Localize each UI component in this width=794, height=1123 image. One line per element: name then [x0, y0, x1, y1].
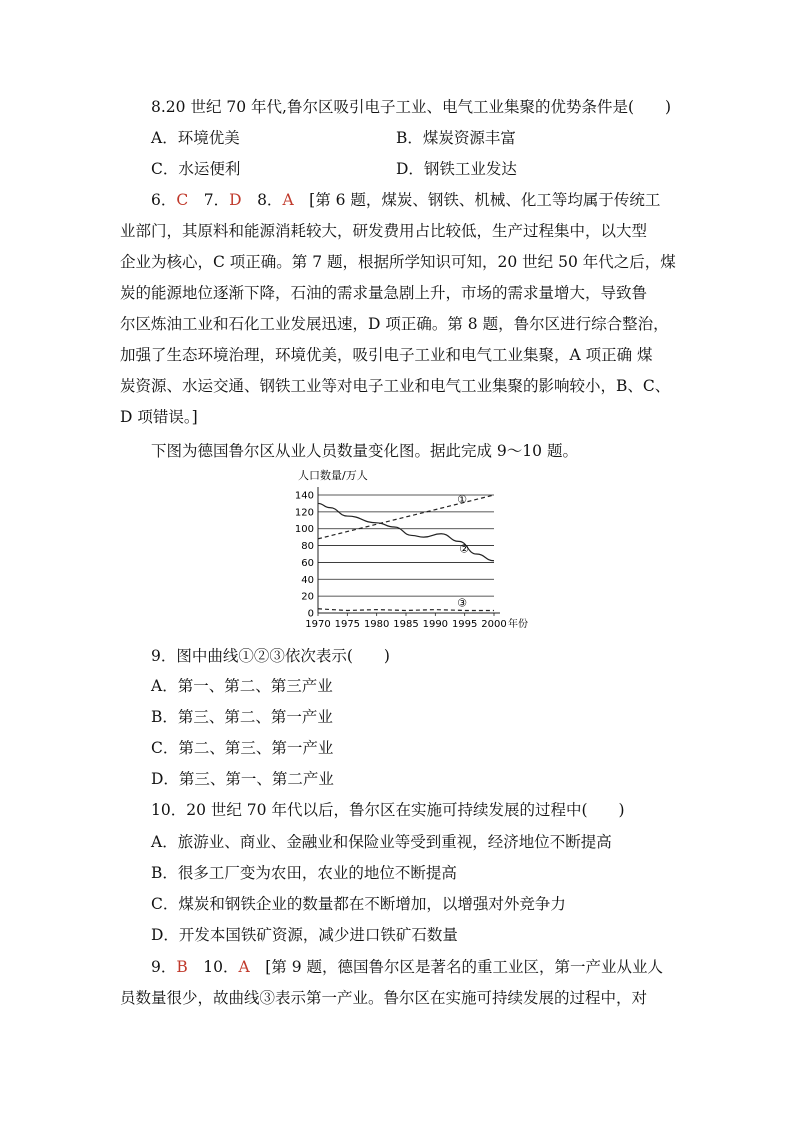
answer-6-8-explanation-line: [第 6 题，煤炭、钢铁、机械、化工等均属于传统工: [309, 191, 661, 209]
chart-y-tick-label: 0: [307, 608, 314, 620]
q8-stem: 8.20 世纪 70 年代,鲁尔区吸引电子工业、电气工业集聚的优势条件是( ): [151, 98, 672, 116]
answer-7-letter: D: [229, 191, 242, 209]
answer-6-8-explanation-line: D 项错误。]: [120, 408, 198, 426]
chart-y-axis-title: 人口数量/万人: [298, 469, 368, 482]
answer-10-number: 10．: [187, 958, 239, 976]
q10-stem: 10．20 世纪 70 年代以后，鲁尔区在实施可持续发展的过程中( ): [151, 801, 625, 819]
q9-option-a: A．第一、第二、第三产业: [151, 677, 333, 695]
chart-y-tick-label: 80: [301, 541, 314, 553]
answer-6-8-explanation-line: 炭的能源地位逐渐下降，石油的需求量急剧上升，市场的需求量增大，导致鲁: [120, 284, 648, 302]
chart-x-tick-label: 1995: [451, 619, 478, 630]
answer-9-letter: B: [176, 958, 188, 976]
q8-option-d: D．钢铁工业发达: [396, 160, 517, 178]
answer-6-8-first-line: [151, 190, 660, 210]
answer-6-8-explanation-line: 加强了生态环境治理，环境优美，吸引电子工业和电气工业集聚，A 项正确 煤: [120, 346, 653, 364]
answer-7-number: 7．: [188, 191, 230, 209]
chart-x-tick-label: 1990: [422, 619, 449, 630]
answer-8-letter: A: [282, 191, 294, 209]
q8-option-a: A．环境优美: [151, 129, 240, 147]
q8-option-b: B．煤炭资源丰富: [396, 129, 516, 147]
chart-y-tick-label: 120: [294, 507, 314, 519]
chart-x-tick-label: 1980: [363, 619, 390, 630]
answer-6-number: 6．: [151, 191, 177, 209]
answer-9-10-explanation-line: 员数量很少，故曲线③表示第一产业。鲁尔区在实施可持续发展的过程中，对: [120, 989, 648, 1007]
q9-stem: 9．图中曲线①②③依次表示( ): [151, 647, 390, 665]
chart-series-line-1: [318, 495, 494, 539]
chart-y-tick-label: 60: [301, 557, 314, 569]
chart-x-tick-label: 2000: [481, 619, 507, 630]
chart-x-tick-label: 1975: [334, 619, 361, 630]
answer-8-number: 8．: [241, 191, 283, 209]
answer-10-letter: A: [238, 958, 250, 976]
answer-9-10-explanation-line: [第 9 题，德国鲁尔区是著名的重工业区，第一产业从业人: [265, 958, 663, 976]
chart-y-tick-label: 140: [294, 490, 314, 502]
answer-6-8-explanation-line: 尔区炼油工业和石化工业发展迅速，D 项正确。第 8 题，鲁尔区进行综合整治，: [120, 315, 669, 333]
chart-y-tick-label: 20: [301, 591, 314, 603]
chart-x-axis-title: 年份: [508, 619, 528, 630]
q8-option-c: C．水运便利: [151, 160, 241, 178]
chart-y-tick-label: 40: [301, 574, 314, 586]
answer-6-8-explanation-line: 企业为核心，C 项正确。第 7 题，根据所学知识可知，20 世纪 50 年代之后，煤: [120, 253, 676, 271]
q9-option-b: B．第三、第二、第一产业: [151, 708, 333, 726]
chart-series-line-3: [318, 609, 494, 611]
q10-option-a: A．旅游业、商业、金融业和保险业等受到重视，经济地位不断提高: [151, 833, 612, 851]
chart-series-label: ①: [457, 493, 467, 506]
chart-y-tick-label: 100: [294, 524, 314, 536]
employment-line-chart: [284, 465, 544, 635]
chart-intro: 下图为德国鲁尔区从业人员数量变化图。据此完成 9～10 题。: [151, 442, 578, 460]
chart-x-tick-label: 1985: [393, 619, 419, 630]
q9-option-d: D．第三、第一、第二产业: [151, 770, 334, 788]
answer-6-8-explanation-line: 业部门，其原料和能源消耗较大，研发费用占比较低，生产过程集中，以大型: [120, 222, 648, 240]
chart-series-label: ③: [457, 596, 467, 610]
q10-option-b: B．很多工厂变为农田，农业的地位不断提高: [151, 864, 457, 882]
chart-series-label: ②: [459, 542, 469, 556]
answer-9-number: 9．: [151, 958, 177, 976]
answer-6-8-explanation-line: 炭资源、水运交通、钢铁工业等对电子工业和电气工业集聚的影响较小，B、C、: [120, 377, 671, 395]
q10-option-c: C．煤炭和钢铁企业的数量都在不断增加，以增强对外竞争力: [151, 895, 566, 913]
q10-option-d: D．开发本国铁矿资源，减少进口铁矿石数量: [151, 926, 458, 944]
chart-x-tick-label: 1970: [305, 619, 331, 630]
answer-9-10-first-line: [151, 957, 663, 977]
answer-6-letter: C: [176, 191, 189, 209]
q9-option-c: C．第二、第三、第一产业: [151, 739, 334, 757]
